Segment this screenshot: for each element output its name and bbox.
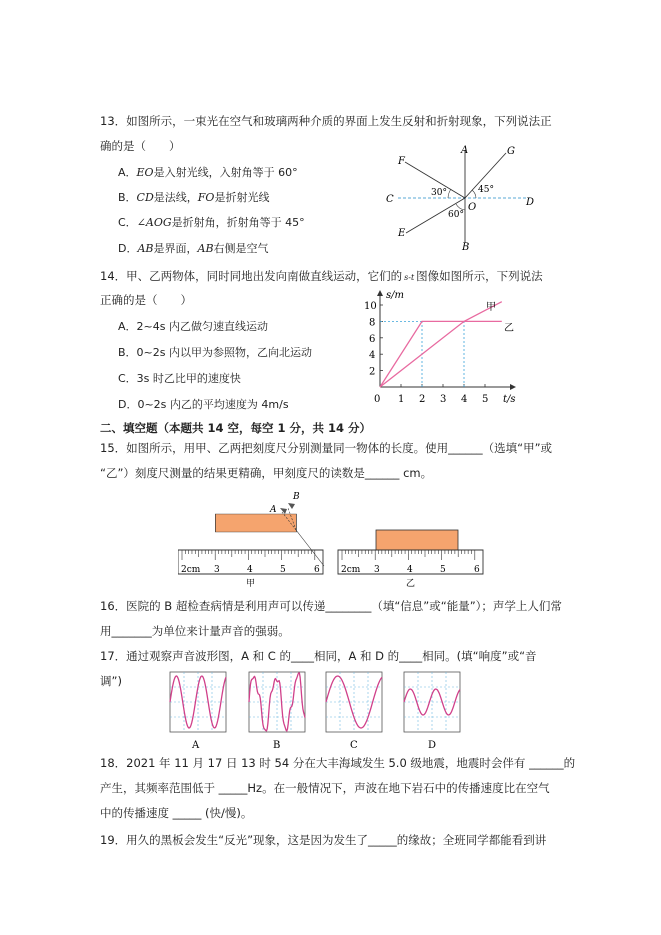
- q13-option-a: A．EO是入射光线，入射角等于 60°: [118, 166, 298, 179]
- ruler-jia: [178, 492, 324, 589]
- q13-line2: 确的是（ ）: [100, 139, 181, 153]
- q13-label-O: O: [468, 202, 477, 213]
- x-tick-label: 4: [461, 394, 468, 405]
- q13-label-A: A: [461, 145, 469, 156]
- series-label-yi: 乙: [504, 323, 514, 334]
- eye-b-icon: [288, 503, 295, 509]
- ruler-jia-label-4: 4: [247, 565, 253, 575]
- q13-label-F: F: [398, 156, 405, 167]
- ruler-jia-label-6: 6: [314, 565, 320, 575]
- q14-option-b: B．0~2s 内以甲为参照物，乙向北运动: [118, 346, 312, 359]
- x-axis-arrow: [510, 384, 516, 390]
- q14-line1: 14．甲、乙两物体，同时同地出发向南做直线运动，它们的 s-t 图像如图所示，下列说法: [100, 269, 543, 283]
- q13-option-c: C．∠AOG是折射角，折射角等于 45°: [118, 216, 305, 229]
- q18-line2: 产生，其频率范围低于 _____Hz。在一般情况下，声波在地下岩石中的传播速度比在空气: [100, 781, 550, 795]
- ruler-yi-label-6: 6: [474, 565, 480, 575]
- wave-label-A: A: [192, 740, 200, 751]
- q13-option-b: B．CD是法线，FO是折射光线: [118, 191, 270, 204]
- q14-line2: 正确的是（ ）: [100, 293, 192, 307]
- q16-line2: 用_______为单位来计量声音的强弱。: [100, 624, 290, 638]
- origin-label: 0: [374, 394, 381, 405]
- y-tick-label: 10: [364, 301, 377, 312]
- q15-line2: “乙”）刻度尺测量的结果更精确，甲刻度尺的读数是______ cm。: [100, 466, 433, 480]
- x-tick-label: 5: [482, 394, 489, 405]
- y-tick-label: 8: [369, 317, 376, 329]
- eye-a-icon: [280, 508, 287, 514]
- y-tick-label: 6: [369, 333, 376, 345]
- q17-waveforms: [166, 668, 466, 752]
- series-line-1: [380, 321, 502, 387]
- x-tick-label: 3: [440, 394, 447, 405]
- ruler-yi: [338, 530, 483, 589]
- q13-angle-60: 60°: [448, 210, 464, 220]
- x-tick-label: 2: [419, 394, 426, 405]
- q19-line1: 19．用久的黑板会发生“反光”现象，这是因为发生了_____的缘故；全班同学都能看到讲: [100, 833, 547, 847]
- q17-line2: 调”): [100, 674, 122, 688]
- y-tick-label: 2: [369, 366, 376, 378]
- wave-label-C: C: [350, 740, 358, 751]
- q16-line1: 16．医院的 B 超检查病情是利用声可以传递________（填“信息”或“能量”）；声学上人们常: [100, 599, 562, 613]
- y-tick-label: 4: [369, 350, 376, 362]
- q14-option-c: C．3s 时乙比甲的速度快: [118, 372, 241, 385]
- ruler-yi-label-5: 5: [440, 565, 446, 575]
- q14-st-chart: [362, 286, 522, 410]
- ruler-yi-label-3: 3: [374, 565, 380, 575]
- y-axis-arrow: [377, 290, 383, 296]
- wave-label-D: D: [428, 740, 437, 751]
- q13-label-B: B: [462, 242, 470, 253]
- eye-label-B: B: [293, 492, 300, 502]
- q13-label-E: E: [398, 228, 406, 239]
- q13-line1: 13．如图所示，一束光在空气和玻璃两种介质的界面上发生反射和折射现象，下列说法正: [100, 114, 552, 128]
- ruler-jia-label-2cm: 2cm: [181, 565, 201, 575]
- x-tick-label: 1: [398, 394, 405, 405]
- q18-line1: 18．2021 年 11 月 17 日 13 时 54 分在大丰海域发生 5.0 级地震，地震时会伴有 ______的: [100, 756, 576, 770]
- q13-option-d: D．AB是界面，AB右侧是空气: [118, 242, 269, 255]
- q13-label-G: G: [507, 146, 515, 157]
- q14-option-a: A．2~4s 内乙做匀速直线运动: [118, 320, 268, 333]
- q13-optics-diagram: [380, 138, 550, 253]
- q17-line1: 17．通过观察声音波形图，A 和 C 的____相同，A 和 D 的____相同。(填“响度”或“音: [100, 649, 537, 663]
- q14-option-d: D．0~2s 内乙的平均速度为 4m/s: [118, 398, 289, 411]
- ruler-jia-label-5: 5: [280, 565, 286, 575]
- ruler-jia-label-3: 3: [214, 565, 220, 575]
- q15-rulers-figure: [178, 488, 490, 590]
- ruler-yi-label-4: 4: [407, 565, 413, 575]
- q13-angle-45: 45°: [478, 185, 494, 195]
- q18-line3: 中的传播速度 _____ (快/慢)。: [100, 806, 253, 820]
- q15-line1: 15．如图所示，用甲、乙两把刻度尺分别测量同一物体的长度。使用______（选填“甲”或: [100, 441, 553, 455]
- ruler-yi-name: 乙: [406, 579, 416, 589]
- x-axis-label: t/s: [503, 394, 516, 405]
- q13-label-D: D: [526, 197, 535, 208]
- ruler-jia-name: 甲: [246, 579, 256, 589]
- q13-label-C: C: [386, 194, 394, 205]
- q13-angle-30: 30°: [431, 188, 447, 198]
- wave-label-B: B: [273, 740, 281, 751]
- series-label-jia: 甲: [486, 302, 496, 313]
- ruler-yi-label-2cm: 2cm: [341, 565, 361, 575]
- series-line-0: [380, 302, 502, 387]
- section-2-title: 二、填空题（本题共 14 空，每空 1 分，共 14 分）: [100, 421, 372, 435]
- y-axis-label: s/m: [386, 290, 404, 301]
- eye-label-A: A: [270, 505, 277, 515]
